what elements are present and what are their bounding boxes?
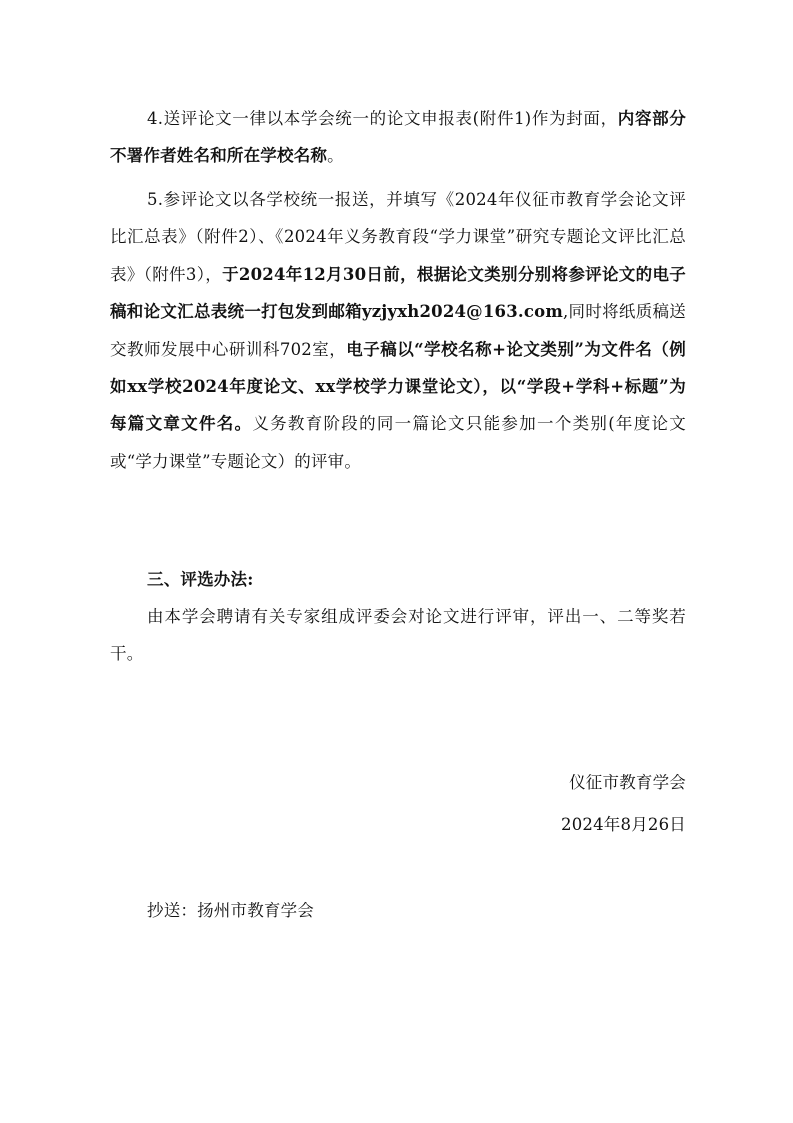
paragraph-item-4 <box>110 100 686 175</box>
paragraph-item-5 <box>110 181 686 480</box>
signature-org: 仪征市教育学会 <box>569 773 686 792</box>
section-3-heading: 三、评选办法: <box>147 570 254 589</box>
item-5-text-1: 5.参评论文以各学校统一报送，并填写《2024年仪征市教育学会论文评比汇总表》（附件2）、《2024年义务教育段“学力课堂”研究专题论文评比汇总表》（附件3）， <box>110 190 686 284</box>
section-3-body: 由本学会聘请有关专家组成评委会对论文进行评审，评出一、二等奖若干。 <box>110 607 686 664</box>
item-4-bold-text: 内容部分不署作者姓名和所在学校名称 <box>110 109 686 166</box>
item-4-end: 。 <box>327 146 344 166</box>
signature-date: 2024年8月26日 <box>561 815 686 834</box>
cc-line: 抄送：扬州市教育学会 <box>147 901 314 920</box>
item-5-text-2: ,同时将纸质稿送交教师发展中心研训科702室， <box>110 302 686 359</box>
item-4-text: 4.送评论文一律以本学会统一的论文申报表(附件1)作为封面， <box>147 109 618 128</box>
item-5-bold-text-2: 电子稿以“学校名称+论文类别”为文件名（例如xx学校2024年度论文、xx学校学力课堂论文），以“学段+学科+标题”为每篇文章文件名。 <box>110 339 686 434</box>
item-5-bold-text-1: 于2024年12月30日前，根据论文类别分别将参评论文的电子稿和论文汇总表统一打包发到邮箱yzjyxh2024@163.com <box>110 264 686 322</box>
item-5-text-3: 义务教育阶段的同一篇论文只能参加一个类别(年度论文或“学力课堂”专题论文）的评审。 <box>110 414 686 471</box>
